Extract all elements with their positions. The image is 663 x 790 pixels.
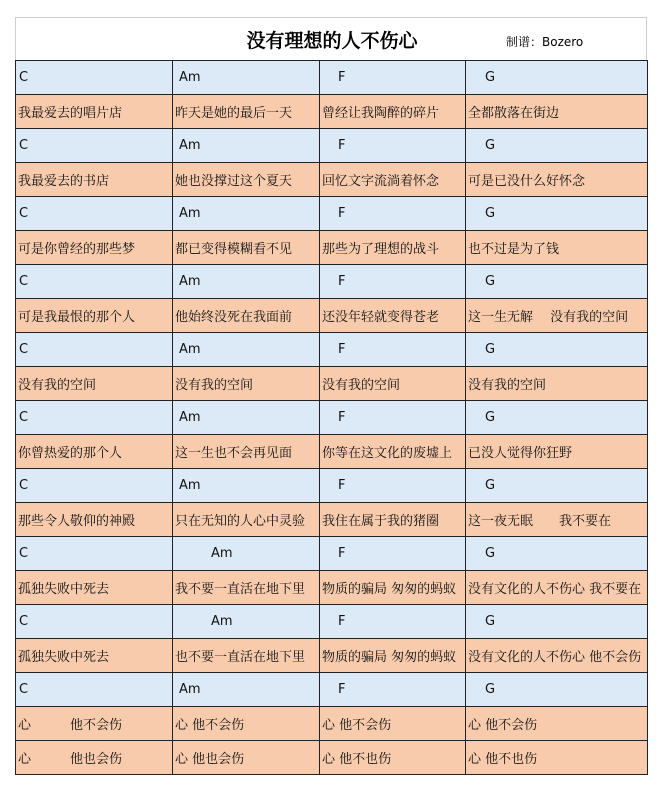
lyric-cell: 物质的骗局 匆匆的蚂蚁	[320, 571, 466, 605]
lyric-cell: 可是已没什么好怀念	[466, 163, 648, 197]
sheet-header	[15, 17, 647, 60]
chord-row	[16, 197, 648, 231]
chord-cell: Am	[173, 605, 320, 639]
lyric-cell: 都已变得模糊看不见	[173, 231, 320, 265]
chord-cell: F	[320, 469, 466, 503]
lyric-row	[16, 231, 648, 265]
lyric-cell: 昨天是她的最后一天	[173, 95, 320, 129]
chord-lyric-table	[15, 60, 648, 775]
lyric-row	[16, 571, 648, 605]
chord-cell: F	[320, 197, 466, 231]
lyric-cell: 曾经让我陶醉的碎片	[320, 95, 466, 129]
lyric-cell: 你等在这文化的废墟上	[320, 435, 466, 469]
chord-row	[16, 333, 648, 367]
chord-cell: Am	[173, 197, 320, 231]
chord-cell: Am	[173, 265, 320, 299]
lyric-cell: 我最爱去的书店	[16, 163, 173, 197]
lyric-cell: 全都散落在街边	[466, 95, 648, 129]
lyric-cell: 这一生也不会再见面	[173, 435, 320, 469]
chord-cell: G	[466, 605, 648, 639]
lyric-cell: 回忆文字流淌着怀念	[320, 163, 466, 197]
lyric-cell: 心 他不也伤	[466, 741, 648, 775]
chord-cell: Am	[173, 333, 320, 367]
chord-cell: F	[320, 605, 466, 639]
chord-row	[16, 605, 648, 639]
lyric-cell: 物质的骗局 匆匆的蚂蚁	[320, 639, 466, 673]
chord-cell: Am	[173, 401, 320, 435]
chord-row	[16, 469, 648, 503]
chord-cell: C	[16, 197, 173, 231]
lyric-cell: 我不要一直活在地下里	[173, 571, 320, 605]
chord-cell: C	[16, 605, 173, 639]
lyric-cell: 孤独失败中死去	[16, 639, 173, 673]
lyric-cell: 那些令人敬仰的神殿	[16, 503, 173, 537]
lyric-row	[16, 707, 648, 741]
chord-cell: G	[466, 129, 648, 163]
lyric-cell: 她也没撑过这个夏天	[173, 163, 320, 197]
chord-cell: Am	[173, 673, 320, 707]
chord-cell: C	[16, 333, 173, 367]
lyric-cell: 没有我的空间	[320, 367, 466, 401]
lyric-cell: 没有我的空间	[466, 367, 648, 401]
lyric-cell: 没有我的空间	[173, 367, 320, 401]
lyric-cell: 心 他不会伤	[173, 707, 320, 741]
lyric-cell: 孤独失败中死去	[16, 571, 173, 605]
chord-cell: F	[320, 333, 466, 367]
chord-cell: Am	[173, 61, 320, 95]
lyric-cell: 你曾热爱的那个人	[16, 435, 173, 469]
chord-row	[16, 673, 648, 707]
chord-cell: G	[466, 333, 648, 367]
lyric-cell: 这一生无解 没有我的空间	[466, 299, 648, 333]
lyric-cell: 心 他也会伤	[16, 741, 173, 775]
chord-row	[16, 129, 648, 163]
lyric-cell: 我最爱去的唱片店	[16, 95, 173, 129]
chord-cell: C	[16, 401, 173, 435]
lyric-cell: 心 他不会伤	[466, 707, 648, 741]
lyric-cell: 他始终没死在我面前	[173, 299, 320, 333]
lyric-cell: 也不要一直活在地下里	[173, 639, 320, 673]
chord-cell: F	[320, 673, 466, 707]
lyric-row	[16, 639, 648, 673]
lyric-row	[16, 503, 648, 537]
lyric-row	[16, 435, 648, 469]
chord-row	[16, 61, 648, 95]
lyric-cell: 也不过是为了钱	[466, 231, 648, 265]
lyric-row	[16, 299, 648, 333]
lyric-cell: 心 他不会伤	[16, 707, 173, 741]
chord-cell: G	[466, 537, 648, 571]
chord-cell: G	[466, 265, 648, 299]
lyric-cell: 没有我的空间	[16, 367, 173, 401]
song-title: 没有理想的人不伤心	[246, 30, 418, 52]
chord-cell: Am	[173, 129, 320, 163]
lyric-cell: 没有文化的人不伤心 我不要在	[466, 571, 648, 605]
lyric-cell: 心 他不也伤	[320, 741, 466, 775]
chord-sheet	[15, 17, 647, 775]
chord-cell: F	[320, 129, 466, 163]
arranger-credit: 制谱：Bozero	[506, 35, 584, 49]
lyric-cell: 还没年轻就变得苍老	[320, 299, 466, 333]
chord-cell: C	[16, 265, 173, 299]
lyric-cell: 心 他不会伤	[320, 707, 466, 741]
chord-cell: F	[320, 401, 466, 435]
chord-cell: F	[320, 265, 466, 299]
lyric-row	[16, 163, 648, 197]
chord-cell: C	[16, 61, 173, 95]
chord-cell: Am	[173, 469, 320, 503]
lyric-cell: 心 他也会伤	[173, 741, 320, 775]
chord-cell: G	[466, 197, 648, 231]
lyric-row	[16, 95, 648, 129]
lyric-row	[16, 741, 648, 775]
chord-cell: Am	[173, 537, 320, 571]
lyric-cell: 没有文化的人不伤心 他不会伤	[466, 639, 648, 673]
lyric-cell: 这一夜无眠 我不要在	[466, 503, 648, 537]
chord-cell: G	[466, 469, 648, 503]
chord-cell: G	[466, 673, 648, 707]
lyric-cell: 已没人觉得你狂野	[466, 435, 648, 469]
chord-cell: C	[16, 129, 173, 163]
chord-row	[16, 265, 648, 299]
lyric-cell: 我住在属于我的猪圈	[320, 503, 466, 537]
lyric-cell: 可是我最恨的那个人	[16, 299, 173, 333]
chord-row	[16, 537, 648, 571]
lyric-cell: 只在无知的人心中灵验	[173, 503, 320, 537]
chord-cell: F	[320, 61, 466, 95]
chord-cell: C	[16, 537, 173, 571]
lyric-cell: 可是你曾经的那些梦	[16, 231, 173, 265]
chord-row	[16, 401, 648, 435]
lyric-row	[16, 367, 648, 401]
chord-cell: G	[466, 401, 648, 435]
chord-cell: F	[320, 537, 466, 571]
lyric-cell: 那些为了理想的战斗	[320, 231, 466, 265]
chord-cell: G	[466, 61, 648, 95]
chord-cell: C	[16, 673, 173, 707]
chord-cell: C	[16, 469, 173, 503]
